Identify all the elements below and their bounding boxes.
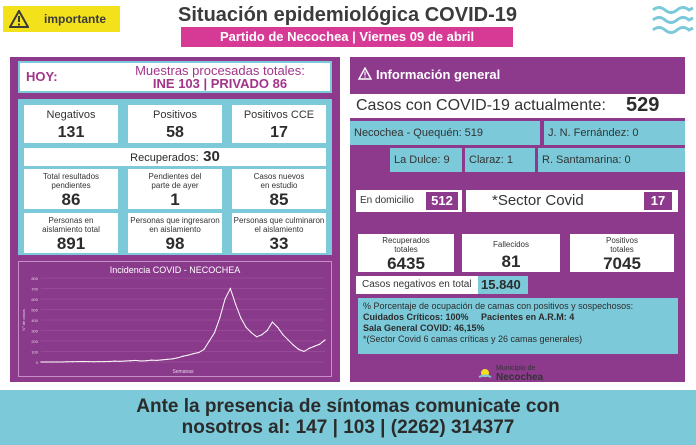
chart-point [309,348,310,349]
casos-actuales-bar [350,94,685,118]
chart-ylabel: N° de casos [21,309,26,331]
chart-point [188,355,189,356]
recuperados-value: 30 [203,148,220,165]
pendientes-ayer-card [128,169,222,209]
logo-line2: Necochea [496,372,544,383]
negativos-value: 131 [57,124,85,141]
muestras-text [108,64,332,90]
positivos-totales-label1: Positivos [605,236,638,245]
loc-necochea: Necochea - Quequén: 519 [350,121,540,145]
chart-ytick-label: 100 [31,349,38,355]
positivos-totales-card [570,234,674,272]
chart-point [72,361,73,362]
chart-point [125,360,126,361]
info-general-title: Información general [376,67,501,82]
chart-point [251,332,252,333]
footer-banner [0,390,696,445]
fallecidos-label: Fallecidos [492,240,529,249]
chart-point [272,322,273,323]
chart-point [140,360,141,361]
chart-point [88,361,89,362]
chart-ytick-label: 700 [31,286,38,292]
chart-point [261,334,262,335]
domicilio-label: En domicilio [360,195,414,206]
chart-point [119,361,120,362]
recuperados-row [24,148,326,166]
fallecidos-card [462,234,560,272]
loc-jn-fernandez: J. N. Fernández: 0 [544,121,685,145]
aislamiento-label1: Personas en [48,216,94,225]
chart-point [235,304,236,305]
negativos-label: Negativos [46,109,96,121]
chart-point [46,361,47,362]
camas-arm: Pacientes en A.R.M: 4 [481,312,575,322]
positivos-value: 58 [166,124,184,141]
chart-point [40,361,41,362]
domicilio-box [356,190,462,212]
chart-point [151,360,152,361]
pendientes-ayer-value: 1 [170,190,180,209]
camas-note: *(Sector Covid 6 camas críticas y 26 camas generales) [363,334,583,344]
left-panel [10,57,340,382]
pendientes-ayer-label2: parte de ayer [151,181,199,190]
chart-ytick-label: 400 [31,318,38,323]
ingresaron-label2: en aislamiento [149,225,201,234]
warning-small-icon [358,67,372,85]
ingresaron-value: 98 [165,234,185,253]
chart-point [203,349,204,350]
sector-covid-box [466,190,678,212]
ingresaron-label1: Personas que ingresaron [130,216,220,225]
culminaron-value: 33 [269,234,289,253]
ingresaron-card [128,213,222,253]
chart-ytick-label: 200 [31,339,38,344]
sector-covid-label: *Sector Covid [492,192,584,209]
casos-nuevos-label1: Casos nuevos [253,172,305,181]
chart-point [82,361,83,362]
casos-nuevos-value: 85 [269,190,289,209]
chart-point [219,317,220,318]
chart-point [77,361,78,362]
footer-line2: nosotros al: 147 | 103 | (2262) 314377 [181,417,515,438]
loc-la-dulce: La Dulce: 9 [390,148,462,172]
camas-info [358,298,678,354]
recuperados-label: Recuperados: [130,152,199,164]
municipio-logo-icon [476,363,494,383]
recuperados-totales-value: 6435 [387,254,425,273]
chart-point [288,339,289,340]
chart-point [104,361,105,362]
muestras-line2: INE 103 | PRIVADO 86 [152,76,288,91]
muestras-line1: Muestras procesadas totales: [135,63,305,78]
casos-nuevos-label2: en estudio [260,181,298,190]
recuperados-totales-label1: Recuperados [382,236,430,245]
chart-point [61,361,62,362]
negativos-total-value: 15.840 [481,277,521,292]
footer-line1: Ante la presencia de síntomas comunicate con [136,396,560,417]
camas-criticos: Cuidados Críticos: 100% [363,312,469,322]
chart-point [172,358,173,359]
aislamiento-value: 891 [56,234,86,253]
chart-point [67,361,68,362]
loc-santamarina: R. Santamarina: 0 [538,148,685,172]
positivos-totales-label2: totales [610,245,634,254]
chart-point [298,349,299,350]
municipio-logo [476,363,544,385]
casos-actuales-label: Casos con COVID-19 actualmente: [356,97,606,114]
chart-ytick-label: 500 [31,307,38,313]
chart-point [161,359,162,360]
pendientes-value: 86 [61,190,81,209]
positivos-card [128,105,222,143]
recuperados-totales-label2: totales [394,245,418,254]
chart-point [293,345,294,346]
pendientes-card [24,169,118,209]
casos-nuevos-card [232,169,326,209]
chart-xlabel: Semanas [172,369,194,375]
chart-point [193,353,194,354]
page-subtitle: Partido de Necochea | Viernes 09 de abril [181,27,513,47]
stats-block [18,99,332,255]
positivos-totales-value: 7045 [603,254,641,273]
chart-point [209,340,210,341]
negativos-total-box [356,276,478,294]
positivos-cce-card [232,105,326,143]
chart-point [114,361,115,362]
chart-ytick-label: 300 [31,328,38,334]
chart-point [324,339,325,340]
chart-series-line [41,289,325,363]
negativos-total-value-box [478,276,528,294]
chart-point [240,317,241,318]
pendientes-label1: Total resultados [42,172,100,181]
negativos-card [24,105,118,143]
info-general-header [350,57,685,91]
importante-badge [3,6,120,32]
chart-point [56,361,57,362]
chart-point [277,327,278,328]
chart-point [282,334,283,335]
chart-point [109,361,110,362]
aislamiento-label2: aislamiento total [42,225,100,234]
chart-point [267,330,268,331]
chart-point [303,351,304,352]
culminaron-label1: Personas que culminaron [233,216,325,225]
casos-actuales-value: 529 [626,94,660,116]
chart-point [135,360,136,361]
chart-point [156,360,157,361]
page-title: Situación epidemiológica COVID-19 [178,4,517,26]
chart-point [319,344,320,345]
culminaron-label2: el aislamiento [254,225,304,234]
negativos-total-label: Casos negativos en total [362,279,472,290]
chart-point [198,352,199,353]
pendientes-ayer-label1: Pendientes del [148,172,202,181]
importante-label: importante [44,12,107,26]
camas-general: Sala General COVID: 46,15% [363,323,485,333]
incidencia-chart-svg [19,262,331,376]
aislamiento-card [24,213,118,253]
chart-point [146,360,147,361]
incidencia-chart [18,261,332,377]
chart-point [93,361,94,362]
chart-point [230,288,231,289]
chart-title: Incidencia COVID - NECOCHEA [109,265,241,275]
positivos-label: Positivos [152,109,198,121]
pendientes-label2: pendientes [51,181,91,190]
chart-ytick-label: 600 [31,297,38,302]
chart-point [167,359,168,360]
hoy-label: HOY: [26,69,58,84]
right-panel [350,57,685,382]
chart-ytick-label: 800 [31,276,38,281]
camas-line1: % Porcentaje de ocupación de camas con positivos y sospechosos: [363,301,634,311]
muestras-bar [18,61,332,93]
warning-icon [8,8,30,30]
recuperados-totales-card [358,234,454,272]
chart-point [256,336,257,337]
sector-covid-value: 17 [644,192,672,210]
chart-point [51,361,52,362]
chart-point [314,346,315,347]
culminaron-card [232,213,326,253]
chart-point [224,298,225,299]
chart-point [214,332,215,333]
chart-point [130,360,131,361]
waves-logo-icon [651,4,695,38]
chart-point [98,361,99,362]
chart-point [246,327,247,328]
domicilio-value: 512 [426,192,458,210]
chart-point [182,356,183,357]
positivos-cce-value: 17 [270,124,288,141]
chart-ytick-label: 0 [35,360,38,365]
positivos-cce-label: Positivos CCE [243,109,315,121]
loc-claraz: Claraz: 1 [465,148,535,172]
fallecidos-value: 81 [501,252,521,271]
logo-line1: Municipio de [496,365,536,372]
chart-point [177,357,178,358]
